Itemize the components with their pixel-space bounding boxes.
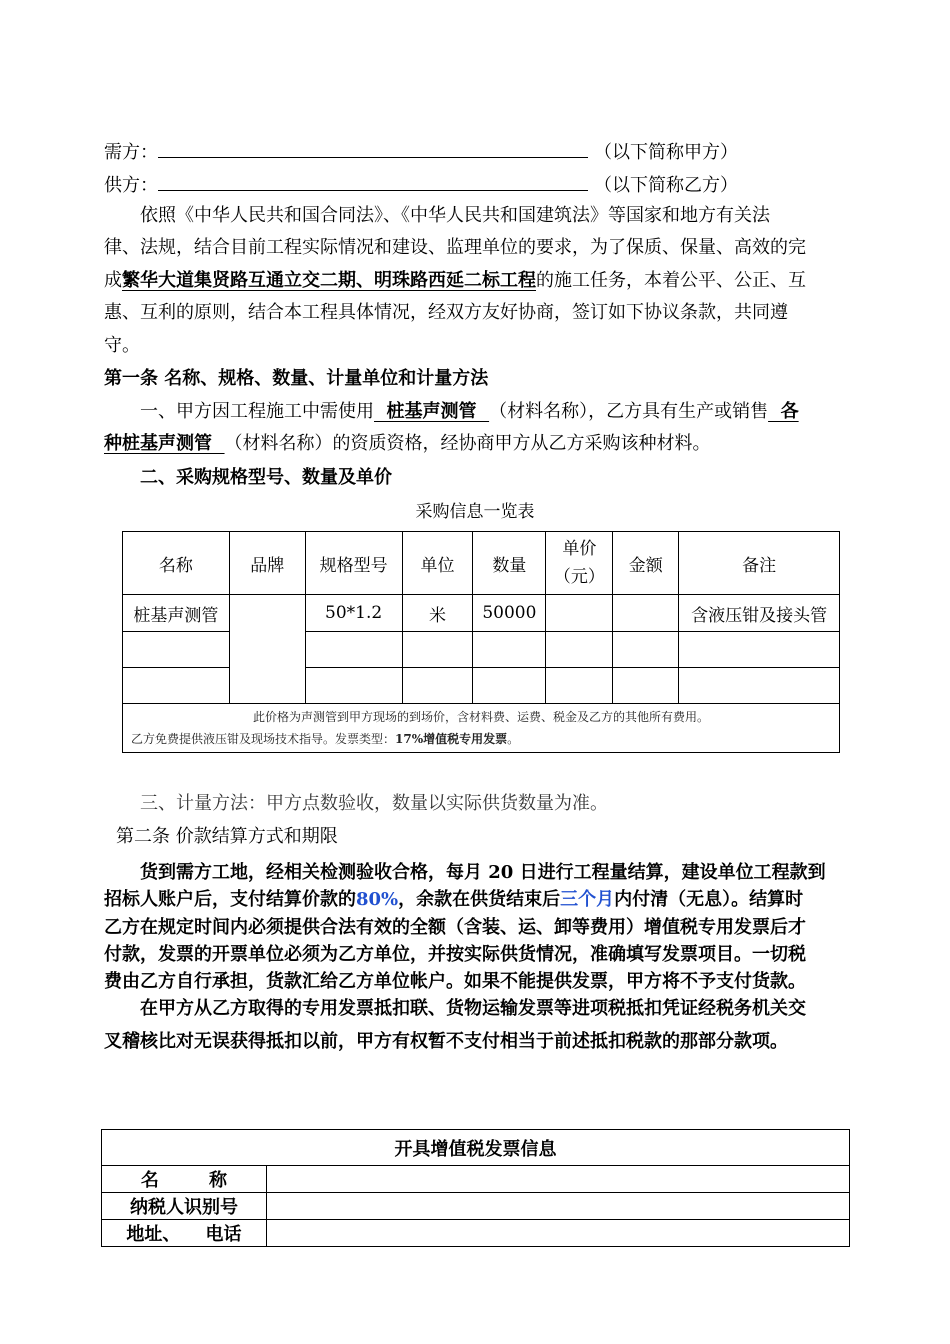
- article1-p1-c: （材料名称）的资质资格，经协商甲方从乙方采购该种材料。: [224, 433, 711, 454]
- intro-line-4: 惠、互利的原则，结合本工程具体情况，经双方友好协商，签订如下协议条款，共同遵: [104, 302, 788, 323]
- invoice-row: [102, 1220, 850, 1247]
- supplier-suffix: （以下简称乙方）: [594, 175, 738, 196]
- header-unit: 单位: [402, 532, 473, 595]
- cell-empty[interactable]: [123, 632, 230, 668]
- project-name: 繁华大道集贤路互通立交二期、明珠路西延二标工程: [122, 270, 536, 291]
- invoice-title: 开具增值税发票信息: [102, 1130, 850, 1166]
- article1-sub3: 三、计量方法：甲方点数验收，数量以实际供货数量为准。: [140, 793, 608, 814]
- header-brand: 品牌: [229, 532, 305, 595]
- cell-empty[interactable]: [473, 668, 546, 704]
- article2-line-2-a: 招标人账户后，支付结算价款的: [104, 889, 356, 910]
- payment-percent: 80%: [356, 889, 399, 910]
- header-name: 名称: [123, 532, 230, 595]
- table-row: [123, 595, 840, 632]
- cell-spec[interactable]: 50*1.2: [305, 595, 402, 632]
- intro-line-3: [104, 265, 806, 297]
- header-remark: 备注: [679, 532, 840, 595]
- article1-title: 第一条 名称、规格、数量、计量单位和计量方法: [104, 368, 489, 389]
- cell-remark[interactable]: 含液压钳及接头管: [679, 595, 840, 632]
- invoice-info-table: [101, 1129, 850, 1247]
- table-header-row: [123, 532, 840, 595]
- header-unit-price-line2: （元）: [553, 567, 605, 587]
- invoice-type: 17%增值税专用发票: [395, 732, 508, 746]
- invoice-name-label: 名 称: [102, 1166, 267, 1193]
- cell-name[interactable]: 桩基声测管: [123, 595, 230, 632]
- invoice-title-row: [102, 1130, 850, 1166]
- article1-p1-line2: [104, 428, 711, 460]
- article2-line-6: 在甲方从乙方取得的专用发票抵扣联、货物运输发票等进项税抵扣凭证经税务机关交: [140, 998, 806, 1019]
- intro-line-2: 律、法规，结合目前工程实际情况和建设、监理单位的要求，为了保质、保量、高效的完: [104, 237, 806, 258]
- cell-empty[interactable]: [305, 632, 402, 668]
- article2-line-4: 付款，发票的开票单位必须为乙方单位，并按实际供货情况，准确填写发票项目。一切税: [104, 944, 806, 965]
- article2-line-1: 货到需方工地，经相关检测验收合格，每月 20 日进行工程量结算，建设单位工程款到: [140, 862, 826, 883]
- cell-empty[interactable]: [546, 668, 613, 704]
- cell-empty[interactable]: [679, 668, 840, 704]
- material-name-2a: 各: [768, 401, 799, 422]
- cell-brand[interactable]: [229, 595, 305, 704]
- header-spec: 规格型号: [305, 532, 402, 595]
- cell-amount[interactable]: [613, 595, 679, 632]
- intro-line-1: 依照《中华人民共和国合同法》、《中华人民共和国建筑法》等国家和地方有关法: [140, 205, 770, 226]
- invoice-name-field[interactable]: [266, 1166, 849, 1193]
- buyer-field[interactable]: [158, 133, 588, 158]
- article2-line-2-c: 内付清（无息）。结算时: [614, 889, 804, 910]
- article1-p1-b: （材料名称），乙方具有生产或销售: [489, 401, 769, 422]
- cell-empty[interactable]: [402, 632, 473, 668]
- note-line-1: 此价格为声测管到甲方现场的到场价，含材料费、运费、税金及乙方的其他所有费用。: [252, 710, 709, 724]
- intro-line-3-post: 的施工任务，本着公平、公正、互: [536, 270, 806, 291]
- cell-empty[interactable]: [305, 668, 402, 704]
- header-qty: 数量: [473, 532, 546, 595]
- header-amount: 金额: [613, 532, 679, 595]
- article2-line-7: 叉稽核比对无误获得抵扣以前，甲方有权暂不支付相当于前述抵扣税款的那部分款项。: [104, 1031, 788, 1052]
- header-unit-price-line1: 单价: [562, 539, 597, 559]
- article2-line-3: 乙方在规定时间内必须提供合法有效的全额（含装、运、卸等费用）增值税专用发票后才: [104, 917, 806, 938]
- article1-sub2-title: 二、采购规格型号、数量及单价: [140, 467, 392, 488]
- cell-unit[interactable]: 米: [402, 595, 473, 632]
- cell-price[interactable]: [546, 595, 613, 632]
- cell-empty[interactable]: [613, 632, 679, 668]
- note-line-2-post: 。: [507, 732, 520, 746]
- invoice-row: [102, 1166, 850, 1193]
- invoice-address-field[interactable]: [266, 1220, 849, 1247]
- invoice-row: [102, 1193, 850, 1220]
- material-name-1: 桩基声测管: [374, 401, 490, 422]
- buyer-label: 需方：: [104, 142, 158, 163]
- intro-line-3-pre: 成: [104, 270, 122, 291]
- supplier-line: [104, 166, 738, 202]
- payment-months: 三个月: [560, 889, 615, 910]
- article1-p1-line1: [140, 396, 799, 428]
- cell-empty[interactable]: [123, 668, 230, 704]
- article2-title: 第二条 价款结算方式和期限: [116, 826, 338, 847]
- procurement-table: [122, 531, 840, 753]
- supplier-field[interactable]: [158, 166, 588, 191]
- invoice-tax-id-field[interactable]: [266, 1193, 849, 1220]
- table-note: [123, 704, 840, 753]
- invoice-address-label: 地址、 电话: [102, 1220, 267, 1247]
- supplier-label: 供方：: [104, 175, 158, 196]
- cell-empty[interactable]: [546, 632, 613, 668]
- cell-empty[interactable]: [473, 632, 546, 668]
- table-note-row: [123, 704, 840, 753]
- invoice-tax-id-label: 纳税人识别号: [102, 1193, 267, 1220]
- header-unit-price: [546, 532, 613, 595]
- material-name-2b: 种桩基声测管: [104, 433, 225, 454]
- intro-line-5: 守。: [104, 335, 140, 356]
- article2-line-2-b: ，余款在供货结束后: [398, 889, 561, 910]
- buyer-line: [104, 133, 738, 169]
- note-line-2: [131, 728, 831, 750]
- table-caption: 采购信息一览表: [415, 502, 535, 522]
- cell-empty[interactable]: [613, 668, 679, 704]
- cell-empty[interactable]: [402, 668, 473, 704]
- cell-qty[interactable]: 50000: [473, 595, 546, 632]
- article1-p1-a: 一、甲方因工程施工中需使用: [140, 401, 374, 422]
- note-line-2-pre: 乙方免费提供液压钳及现场技术指导。发票类型：: [131, 732, 396, 746]
- buyer-suffix: （以下简称甲方）: [594, 142, 738, 163]
- article2-line-5: 费由乙方自行承担，货款汇给乙方单位帐户。如果不能提供发票，甲方将不予支付货款。: [104, 971, 806, 992]
- cell-empty[interactable]: [679, 632, 840, 668]
